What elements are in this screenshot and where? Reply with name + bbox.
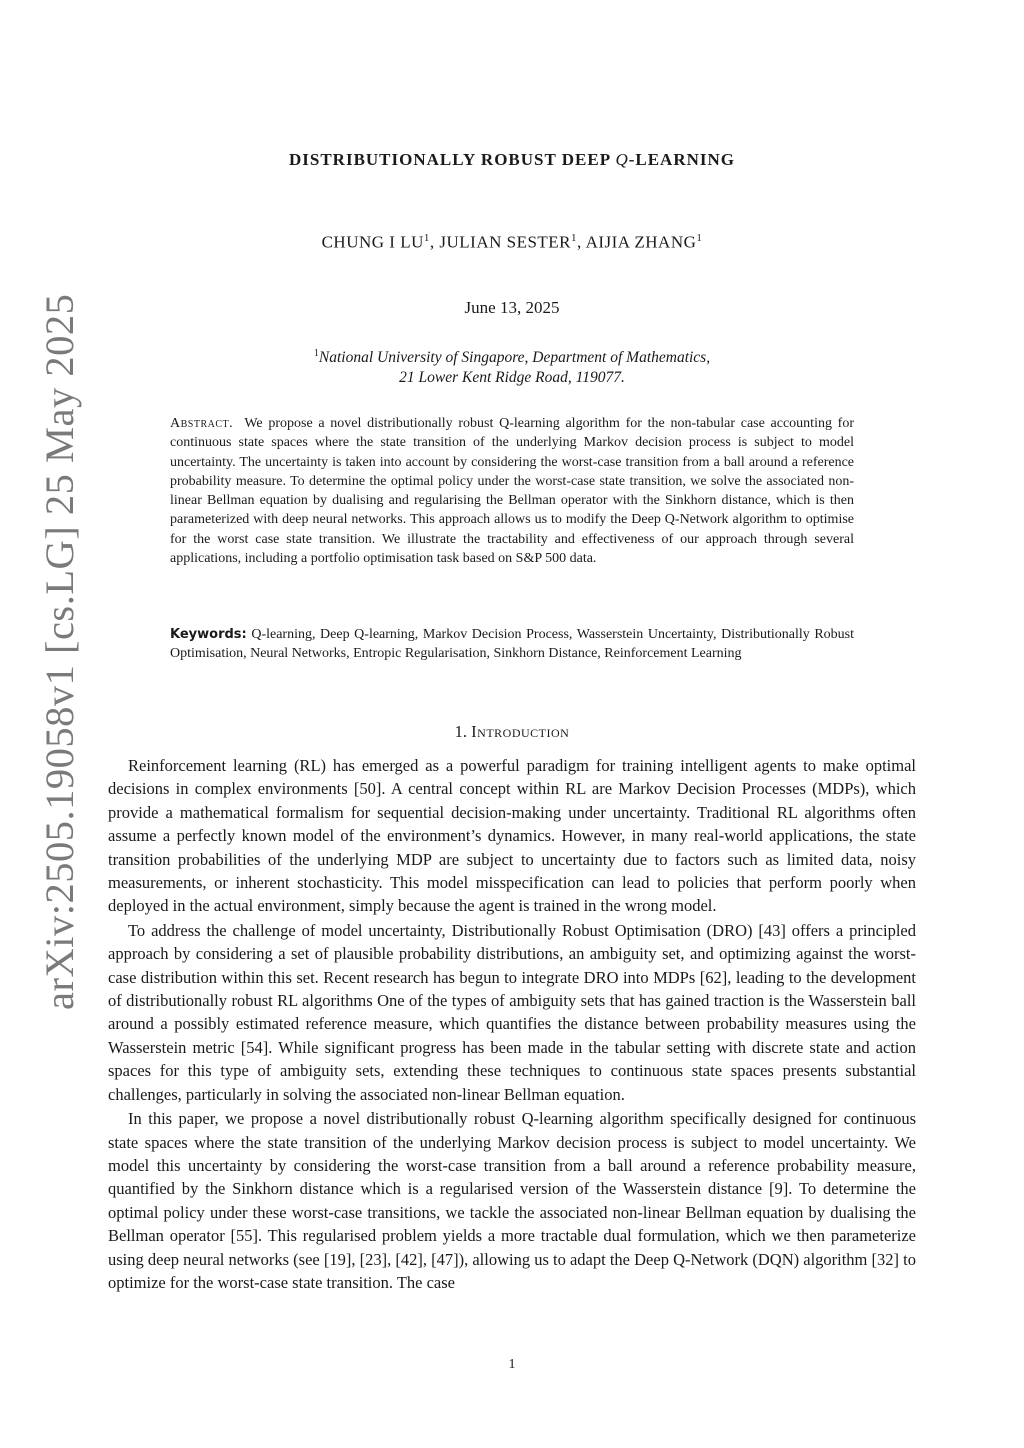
affiliation — [0, 344, 1024, 388]
paragraph-2: To address the challenge of model uncertainty, Distributionally Robust Optimisation (DRO) [43] offers a principled approach by considering a set of plausible probability distributions, an ambiguity set, and optimizing against the worst-case distribution within this set. Recent research has begun to integrate DRO into MDPs [62], leading to the development of distributionally robust RL algorithms One of the types of ambiguity sets that has gained traction is the Wasserstein ball around a possibly estimated reference measure, which quantifies the distance between probability measures using the Wasserstein metric [54]. While significant progress has been made in the tabular setting with discrete state and action spaces for this type of ambiguity sets, extending these techniques to continuous state spaces presents substantial challenges, particularly in solving the associated non-linear Bellman equation. — [108, 920, 916, 1104]
abstract — [170, 414, 854, 568]
section-title: Introduction — [471, 722, 570, 741]
affiliation-mark: 1 — [313, 348, 319, 359]
paragraph-1: Reinforcement learning (RL) has emerged as a powerful paradigm for training intelligent agents to make optimal decisions in complex environments [50]. A central concept within RL are Markov Decision Processes (MDPs), which provide a mathematical formalism for sequential decision-making under uncertainty. Traditional RL algorithms often assume a perfectly known model of the environment’s dynamics. However, in many real-world applications, the state transition probabilities of the underlying MDP are subject to uncertainty due to factors such as limited data, noisy measurements, or inherent stochasticity. This model misspecification can lead to policies that perform poorly when deployed in the actual environment, simply because the agent is trained in the wrong model. — [108, 756, 916, 916]
keywords-label: Keywords: — [170, 627, 247, 642]
keywords-text: Q-learning, Deep Q-learning, Markov Decision Process, Wasserstein Uncertainty, Distributionally Robust Optimisation, Neural Networks, Entropic Regularisation, Sinkhorn Distance, Reinforcement Learning — [170, 627, 855, 662]
author-3: AIJIA ZHANG — [585, 232, 697, 252]
author-2: JULIAN SESTER — [439, 232, 572, 252]
author-1: CHUNG I LU — [321, 232, 424, 252]
title-prefix: DISTRIBUTIONALLY ROBUST DEEP — [288, 150, 616, 169]
introduction-body — [108, 754, 916, 1295]
author-2-affil-mark: 1 — [571, 232, 578, 244]
paper-date: June 13, 2025 — [464, 298, 560, 317]
title-q-symbol: Q — [615, 150, 629, 169]
author-list: CHUNG I $LU^1$, JULIAN SESTER$^1$, AIJIA ZHANG$^1$ — [321, 232, 703, 252]
page-number: 1 — [508, 1357, 516, 1372]
section-number: 1. — [454, 722, 468, 741]
author-3-affil-mark: 1 — [696, 232, 703, 244]
title-suffix: -LEARNING — [628, 150, 736, 169]
paragraph-3: In this paper, we propose a novel distributionally robust Q-learning algorithm specifically designed for continuous state spaces where the state transition of the underlying Markov decision process is subject to model uncertainty. We model this uncertainty by considering the worst-case transition from a ball around a reference probability measure, quantified by the Sinkhorn distance which is a regularised version of the Wasserstein distance [9]. To determine the optimal policy under these worst-case transitions, we tackle the associated non-linear Bellman equation by dualising the Bellman operator [55]. This regularised problem yields a more tractable dual formulation, which we then parameterize using deep neural networks (see [19], [23], [42], [47]), allowing us to adapt the Deep Q-Network (DQN) algorithm [32] to optimize for the worst-case state transition. The case — [108, 1109, 916, 1292]
author-1-affil-mark: 1 — [423, 232, 430, 244]
arxiv-side-identifier: arXiv:2505.19058v1 [cs.LG] 25 May 2025 — [37, 293, 82, 1010]
affiliation-line-1 — [0, 344, 1024, 368]
abstract-text: We propose a novel distributionally robust Q-learning algorithm for the non-tabular case accounting for continuous state spaces where the state transition of the underlying Markov decision process is subject to model uncertainty. The uncertainty is taken into account by considering the worst-case transition from a ball around a reference probability measure. To determine the optimal policy under the worst-case state transition, we solve the associated non-linear Bellman equation by dualising and regularising the Bellman operator with the Sinkhorn distance, which is then parameterized with deep neural networks. This approach allows us to modify the Deep Q-Network algorithm to optimise for the worst case state transition. We illustrate the tractability and effectiveness of our approach through several applications, including a portfolio optimisation task based on S&P 500 data. — [170, 416, 854, 567]
affiliation-line-1-text: National University of Singapore, Department of Mathematics, — [318, 349, 711, 367]
abstract-label: Abstract. — [170, 416, 234, 431]
paper-title — [0, 150, 1024, 170]
section-heading-introduction — [0, 722, 1024, 742]
affiliation-line-2: 21 Lower Kent Ridge Road, 119077. — [399, 369, 625, 387]
keywords — [170, 625, 854, 664]
